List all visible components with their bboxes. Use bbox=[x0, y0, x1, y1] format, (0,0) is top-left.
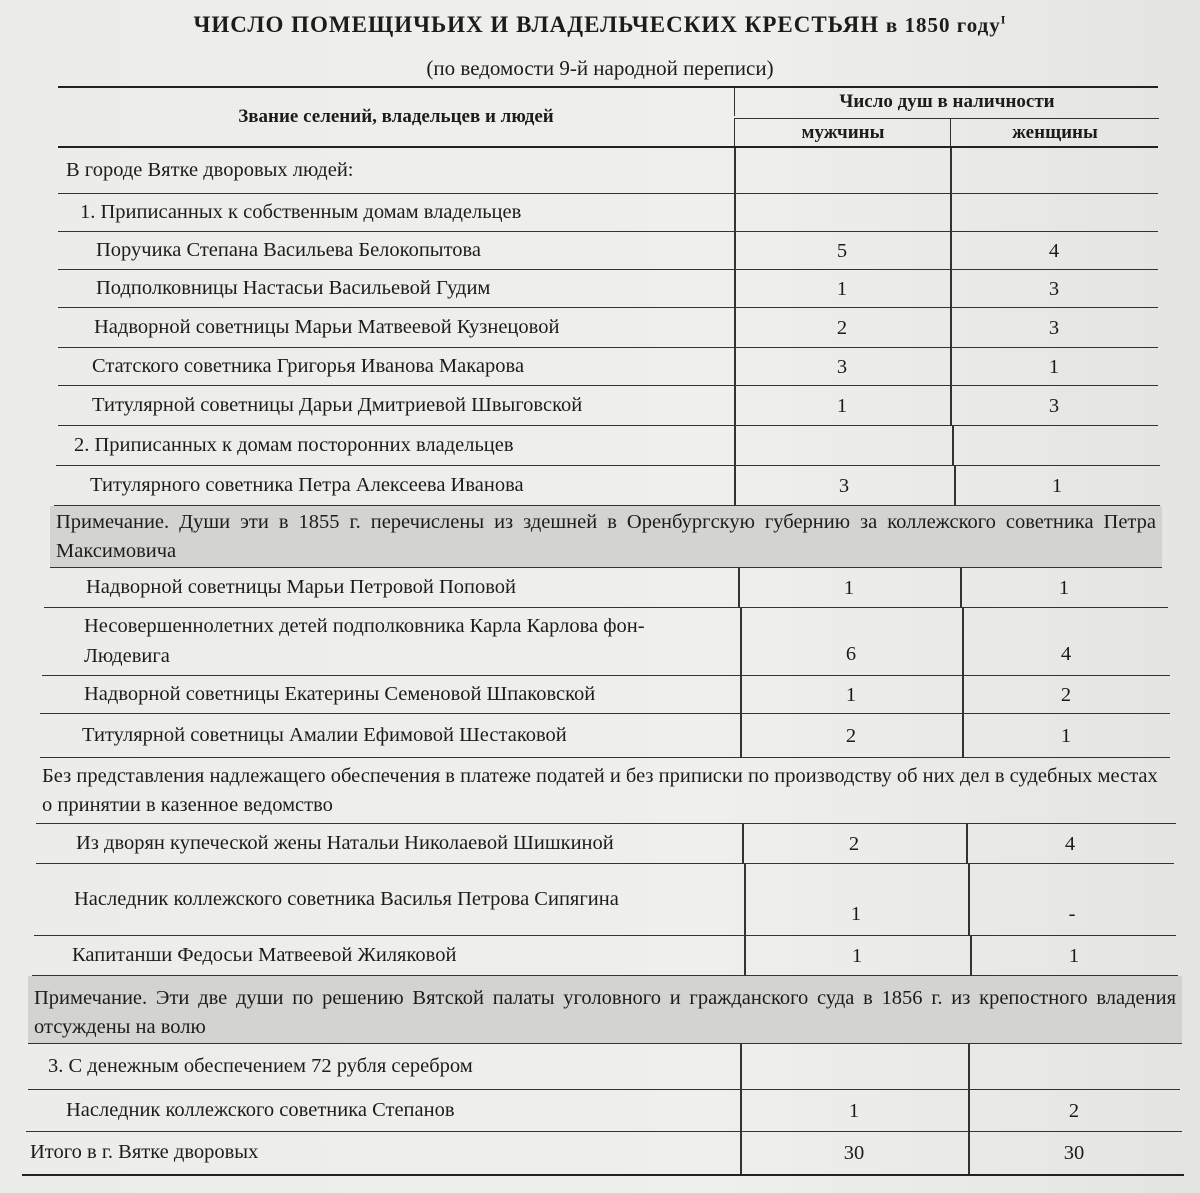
female-count: 1 bbox=[1060, 724, 1072, 747]
page-title bbox=[0, 12, 1200, 38]
table-row bbox=[58, 270, 1158, 308]
female-count: 1 bbox=[1058, 576, 1070, 599]
column-divider bbox=[740, 714, 742, 758]
table-row bbox=[34, 864, 1176, 936]
row-label: Надворной советницы Марьи Петровой Поповой bbox=[86, 576, 517, 599]
female-count: 3 bbox=[1048, 277, 1060, 300]
column-divider bbox=[950, 232, 952, 270]
male-count: 2 bbox=[836, 316, 848, 339]
column-divider bbox=[950, 148, 952, 194]
column-divider bbox=[734, 232, 736, 270]
table-row bbox=[58, 348, 1158, 386]
table-row bbox=[26, 1090, 1182, 1132]
row-label: Титулярного советника Петра Алексеева Иванова bbox=[90, 474, 524, 497]
row-label: Капитанши Федосьи Матвеевой Жиляковой bbox=[72, 944, 457, 967]
column-divider bbox=[738, 568, 740, 608]
male-count: 3 bbox=[836, 355, 848, 378]
note-freedom bbox=[28, 976, 1182, 1044]
table-row bbox=[58, 194, 1158, 232]
page-subtitle: (по ведомости 9-й народной переписи) bbox=[426, 56, 774, 80]
table-row bbox=[56, 426, 1160, 466]
column-divider bbox=[954, 466, 956, 506]
column-divider bbox=[950, 386, 952, 426]
column-divider bbox=[734, 386, 736, 426]
header-count-group: Число душ в наличности bbox=[734, 88, 1159, 116]
section-text: Без представления надлежащего обеспечения в платеже податей и без приписки по производству об них дел в судебных местах о принятии в казенное ведомство bbox=[42, 765, 1158, 817]
table-row bbox=[44, 568, 1168, 608]
female-count: 3 bbox=[1048, 316, 1060, 339]
male-count: 1 bbox=[845, 683, 857, 706]
table-row bbox=[40, 714, 1170, 758]
column-divider bbox=[734, 270, 736, 308]
table-row bbox=[58, 308, 1158, 348]
column-divider bbox=[950, 348, 952, 386]
column-divider bbox=[962, 676, 964, 714]
female-count: 4 bbox=[1048, 239, 1060, 262]
female-count: 4 bbox=[1064, 832, 1076, 855]
female-count: 1 bbox=[1068, 944, 1080, 967]
row-label: Наследник коллежского советника Василья Петрова Сипягина bbox=[74, 888, 619, 911]
male-count: 1 bbox=[836, 277, 848, 300]
note-text: Примечание. Души эти в 1855 г. перечислены из здешней в Оренбургскую губернию за коллежского советника Петра Максимовича bbox=[56, 511, 1156, 563]
title-main: ЧИСЛО ПОМЕЩИЧЬИХ И ВЛАДЕЛЬЧЕСКИХ КРЕСТЬЯН bbox=[193, 12, 880, 37]
column-divider bbox=[968, 1132, 970, 1174]
row-label: 3. С денежным обеспечением 72 рубля серебром bbox=[48, 1055, 473, 1078]
column-divider bbox=[734, 148, 736, 194]
column-divider bbox=[740, 608, 742, 676]
table-row bbox=[32, 936, 1178, 976]
table-row bbox=[58, 232, 1158, 270]
female-count: 3 bbox=[1048, 394, 1060, 417]
female-count: 2 bbox=[1060, 683, 1072, 706]
female-count: 2 bbox=[1068, 1099, 1080, 1122]
column-divider bbox=[744, 936, 746, 976]
female-count: - bbox=[1068, 902, 1076, 925]
table-row bbox=[54, 466, 1160, 506]
row-label: Подполковницы Настасьи Васильевой Гудим bbox=[96, 277, 491, 300]
column-divider bbox=[734, 308, 736, 348]
row-label: Титулярной советницы Амалии Ефимовой Шестаковой bbox=[82, 724, 567, 747]
note-transfer bbox=[50, 506, 1162, 568]
total-female: 30 bbox=[1063, 1141, 1085, 1164]
column-divider bbox=[966, 824, 968, 864]
column-divider bbox=[970, 936, 972, 976]
column-divider bbox=[950, 194, 952, 232]
column-divider bbox=[740, 1044, 742, 1090]
row-label: 1. Приписанных к собственным домам владельцев bbox=[80, 201, 522, 224]
row-label: Несовершеннолетних детей подполковника Карла Карлова фон-Людевига bbox=[84, 615, 645, 667]
row-label: Надворной советницы Екатерины Семеновой Шпаковской bbox=[84, 683, 596, 706]
table-row bbox=[42, 608, 1170, 676]
column-divider bbox=[740, 676, 742, 714]
column-divider bbox=[950, 308, 952, 348]
column-divider bbox=[968, 1090, 970, 1132]
header-female-column: женщины bbox=[950, 118, 1159, 147]
header-male-column: мужчины bbox=[734, 118, 951, 147]
table-row bbox=[58, 148, 1158, 194]
header-name-column: Звание селений, владельцев и людей bbox=[238, 106, 554, 127]
male-count: 2 bbox=[845, 724, 857, 747]
row-label: Наследник коллежского советника Степанов bbox=[66, 1099, 455, 1122]
male-count: 5 bbox=[836, 239, 848, 262]
column-divider bbox=[960, 568, 962, 608]
column-divider bbox=[740, 1090, 742, 1132]
row-label: Титулярной советницы Дарьи Дмитриевой Швыговской bbox=[92, 394, 583, 417]
row-label: Статского советника Григорья Иванова Макарова bbox=[92, 355, 525, 378]
male-count: 1 bbox=[850, 902, 862, 925]
title-year: в 1850 году bbox=[885, 13, 1001, 37]
total-male: 30 bbox=[843, 1141, 865, 1164]
row-label: Из дворян купеческой жены Натальи Николаевой Шишкиной bbox=[76, 832, 614, 855]
female-count: 1 bbox=[1048, 355, 1060, 378]
column-divider bbox=[968, 864, 970, 936]
table-row bbox=[58, 386, 1158, 426]
section-no-provision bbox=[36, 758, 1176, 824]
female-count: 1 bbox=[1051, 474, 1063, 497]
male-count: 6 bbox=[845, 642, 857, 665]
column-divider bbox=[744, 864, 746, 936]
column-divider bbox=[952, 426, 954, 466]
column-divider bbox=[734, 194, 736, 232]
row-label: Надворной советницы Марьи Матвеевой Кузнецовой bbox=[94, 316, 560, 339]
male-count: 1 bbox=[848, 1099, 860, 1122]
column-divider bbox=[742, 824, 744, 864]
male-count: 2 bbox=[848, 832, 860, 855]
column-divider bbox=[968, 1044, 970, 1090]
total-row bbox=[24, 1132, 1184, 1174]
table-row bbox=[40, 676, 1170, 714]
column-divider bbox=[740, 1132, 742, 1174]
column-divider bbox=[962, 714, 964, 758]
column-divider bbox=[734, 466, 736, 506]
male-count: 3 bbox=[838, 474, 850, 497]
table-header bbox=[58, 86, 1158, 148]
note-text: Примечание. Эти две души по решению Вятской палаты уголовного и гражданского суда в 1856 г. из крепостного владения отсуждены на волю bbox=[34, 987, 1176, 1039]
male-count: 1 bbox=[851, 944, 863, 967]
male-count: 1 bbox=[836, 394, 848, 417]
title-footnote: I bbox=[1000, 12, 1007, 27]
row-label: Поручика Степана Васильева Белокопытова bbox=[96, 239, 482, 262]
column-divider bbox=[950, 270, 952, 308]
column-divider bbox=[734, 348, 736, 386]
female-count: 4 bbox=[1060, 642, 1072, 665]
column-divider bbox=[734, 426, 736, 466]
total-label: Итого в г. Вятке дворовых bbox=[30, 1141, 259, 1164]
column-divider bbox=[962, 608, 964, 676]
table-row bbox=[28, 1044, 1180, 1090]
row-label: В городе Вятке дворовых людей: bbox=[66, 159, 354, 182]
row-label: 2. Приписанных к домам посторонних владельцев bbox=[74, 434, 514, 457]
table-bottom-rule bbox=[22, 1174, 1184, 1176]
male-count: 1 bbox=[843, 576, 855, 599]
table-row bbox=[36, 824, 1174, 864]
